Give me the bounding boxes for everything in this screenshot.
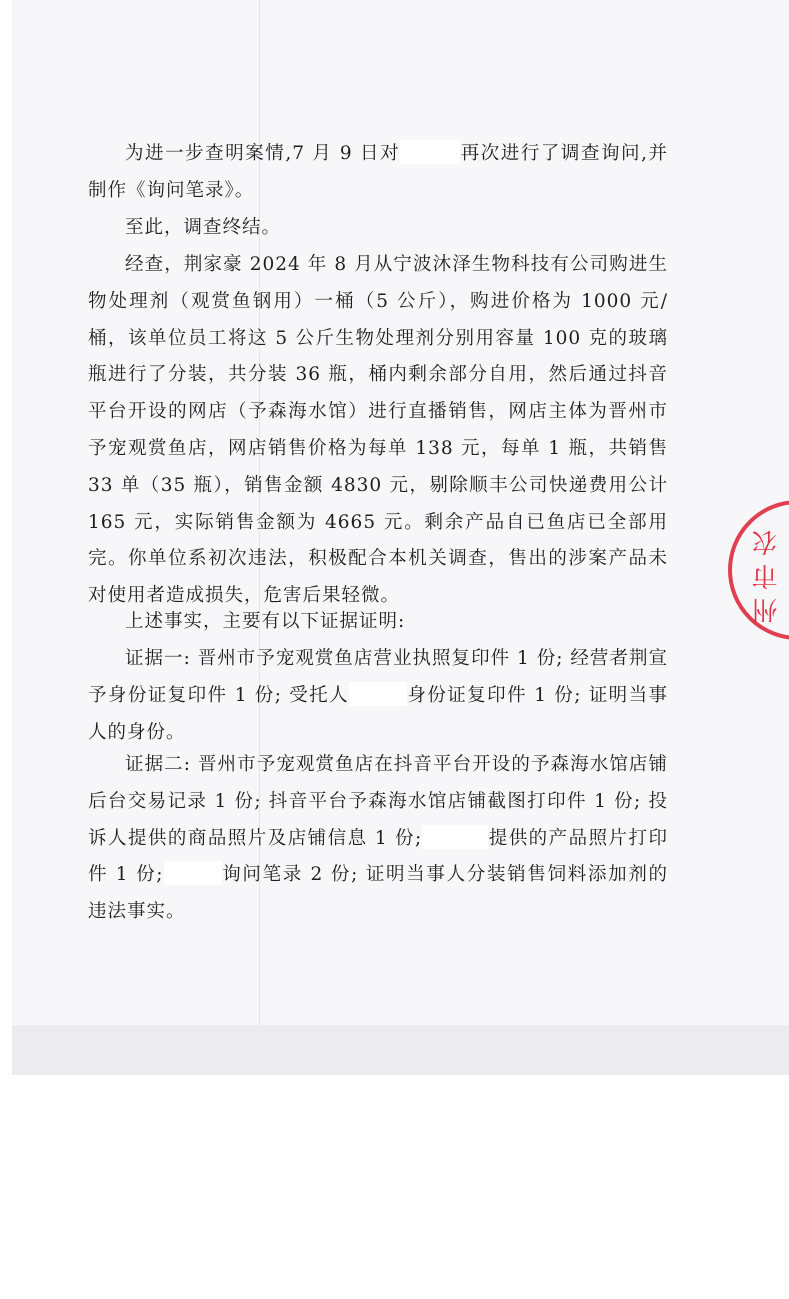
redaction-box [164,861,222,885]
official-seal-text: 州市农 [752,522,782,624]
redaction-box [400,140,460,164]
scan-bottom-shade [12,1025,789,1075]
paragraph-evidence-two: 证据二: 晋州市予宠观赏鱼店在抖音平台开设的予森海水馆店铺后台交易记录 1 份; 抖音平台予森海水馆店铺截图打印件 1 份; 投诉人提供的商品照片及店铺信息 1 份; 提供的产品照片打印件 1 份; 询问笔录 2 份; 证明当事人分装销售饲料添加剂的违法事实。 [88,754,669,923]
paragraph-investigation: 为进一步查明案情,7 月 9 日对 再次进行了调查询问,并制作《询问笔录》。 [88,136,668,210]
redaction-box [422,825,488,849]
paragraph-evidence-intro: 上述事实，主要有以下证据证明: [125,611,406,632]
paragraph-findings: 经查，荆家豪 2024 年 8 月从宁波沐泽生物科技有公司购进生物处理剂（观赏鱼钢用）一桶（5 公斤），购进价格为 1000 元/桶，该单位员工将这 5 公斤生物处理剂分别用容量 100 克的玻璃瓶进行了分装，共分装 36 瓶，桶内剩余部分自用，然后通过抖音平台开设的网店（予森海水馆）进行直播销售，网店主体为晋州市予宠观赏鱼店，网店销售价格为每单 138 元，每单 1 瓶，共销售 33 单（35 瓶），销售金额 4830 元，剔除顺丰公司快递费用公计 165 元，实际销售金额为 4665 元。剩余产品自已鱼店已全部用完。你单位系初次违法，积极配合本机关调查，售出的涉案产品未对使用者造成损失，危害后果轻微。 [88,254,668,607]
paragraph-conclusion: 至此，调查终结。 [125,217,282,238]
paragraph-evidence-one: 证据一: 晋州市予宠观赏鱼店营业执照复印件 1 份; 经营者荆宣予身份证复印件 1 份; 受托人 身份证复印件 1 份; 证明当事人的身份。 [88,648,668,743]
redaction-box [349,682,407,706]
